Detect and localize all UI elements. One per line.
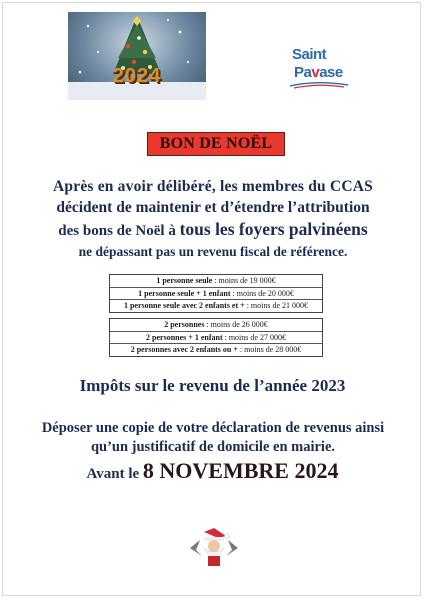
instructions-line-2: qu’un justificatif de domicile en mairie. bbox=[90, 439, 336, 455]
logo-line2: Pavase bbox=[294, 64, 343, 81]
christmas-tree-image bbox=[68, 12, 206, 100]
intro-paragraph bbox=[24, 176, 402, 261]
submission-instructions bbox=[20, 419, 406, 457]
title-box bbox=[147, 132, 285, 156]
table-row: 1 personne seule : moins de 19 000€ bbox=[110, 275, 322, 288]
table-row: 1 personne seule + 1 enfant : moins de 20 000€ bbox=[110, 288, 322, 301]
year-2024-text: 2024 bbox=[112, 65, 162, 87]
table-row: 2 personnes : moins de 26 000€ bbox=[110, 319, 322, 332]
logo-swoosh-icon bbox=[286, 80, 352, 90]
intro-line-3: des bons de Noël à tous les foyers palvinéens bbox=[58, 219, 368, 239]
income-table-single bbox=[109, 274, 323, 313]
intro-highlight: tous les foyers palvinéens bbox=[179, 219, 368, 239]
table-row: 1 personne seule avec 2 enfants et + : moins de 21 000€ bbox=[123, 301, 309, 310]
page-title: BON DE NOËL bbox=[159, 135, 273, 152]
deadline-date: 8 NOVEMBRE 2024 bbox=[142, 458, 339, 483]
santa-icon bbox=[186, 526, 242, 570]
intro-line-1: Après en avoir délibéré, les membres du CCAS bbox=[53, 178, 373, 195]
saint-pavace-logo bbox=[286, 44, 352, 92]
tax-year-heading: Impôts sur le revenu de l’année 2023 bbox=[79, 376, 346, 395]
table-row: 2 personnes + 1 enfant : moins de 27 000€ bbox=[110, 332, 322, 345]
deadline-prefix: Avant le bbox=[86, 466, 143, 482]
intro-line-2: décident de maintenir et d’étendre l’attribution bbox=[56, 199, 370, 216]
intro-line-4: ne dépassant pas un revenu fiscal de référence. bbox=[78, 244, 348, 259]
table-row: 2 personnes avec 2 enfants ou + : moins de 28 000€ bbox=[130, 345, 302, 354]
logo-line1: Saint bbox=[292, 46, 327, 63]
deadline bbox=[0, 458, 425, 484]
income-table-couple bbox=[109, 318, 323, 357]
instructions-line-1: Déposer une copie de votre déclaration de revenus ainsi bbox=[41, 420, 385, 436]
